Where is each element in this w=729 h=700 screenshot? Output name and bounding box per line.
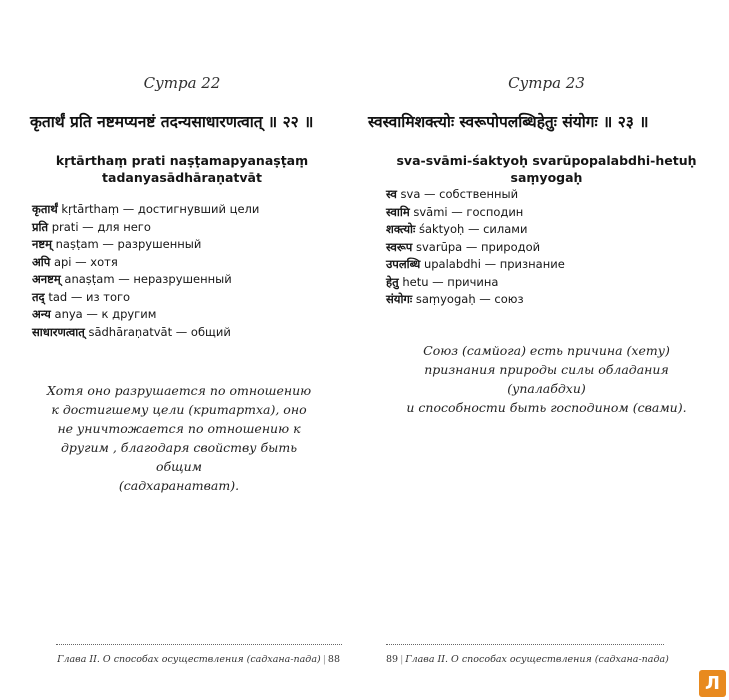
word-entry <box>32 306 259 324</box>
devanagari-word: अनष्टम् <box>32 272 61 286</box>
transliteration-line: kṛtārthaṃ prati naṣṭamapyanaṣṭaṃ <box>55 153 309 168</box>
word-entry <box>386 239 565 257</box>
page-number: 88 <box>327 654 340 665</box>
translation-line: Союз (самйога) есть причина (хету) <box>423 343 670 358</box>
sutra-title: Сутра 23 <box>508 74 585 92</box>
translation-line: не уничтожается по отношению к <box>57 421 301 436</box>
word-gloss: kṛtārthaṃ — достигнувший цели <box>61 202 260 216</box>
devanagari-word: शक्त्योः <box>386 222 416 236</box>
footer-divider <box>56 644 342 645</box>
word-entry <box>32 236 259 254</box>
devanagari-word: तद् <box>32 289 45 304</box>
word-gloss: prati — для него <box>51 219 151 234</box>
footer-divider <box>386 644 664 645</box>
running-footer <box>57 654 340 665</box>
word-gloss: sādhāraṇatvāt — общий <box>88 324 231 339</box>
word-gloss: hetu — причина <box>402 274 499 289</box>
devanagari-word: अपि <box>32 254 51 269</box>
word-entry <box>386 204 565 222</box>
transliteration <box>0 152 364 186</box>
devanagari-word: स्व <box>386 187 397 201</box>
translation-line: и способности быть господином (свами). <box>406 400 687 415</box>
running-footer <box>386 654 669 665</box>
transliteration-line: tadanyasādhāraṇatvāt <box>102 170 262 185</box>
word-gloss: svāmi — господин <box>413 204 524 219</box>
footer-separator: | <box>400 654 404 665</box>
sanskrit-verse: स्वस्वामिशक्त्योः स्वरूपोपलब्धिहेतुः संयोगः ॥ २३ ॥ <box>368 113 649 131</box>
devanagari-word: स्वरूप <box>386 239 413 254</box>
devanagari-word: स्वामि <box>386 204 410 219</box>
word-gloss: api — хотя <box>53 254 118 269</box>
word-entry <box>386 221 565 239</box>
word-gloss: saṃyogaḥ — союз <box>415 292 524 306</box>
word-gloss: śaktyoḥ — силами <box>418 222 528 236</box>
word-gloss: anya — к другим <box>54 307 157 321</box>
chapter-title: Глава II. О способах осуществления (садхана-пада) <box>405 654 669 665</box>
word-entry <box>32 219 259 237</box>
word-entry <box>386 186 565 204</box>
chapter-title: Глава II. О способах осуществления (садхана-пада) <box>57 654 321 665</box>
word-entry <box>32 324 259 342</box>
devanagari-word: अन्य <box>32 307 51 321</box>
word-by-word-list <box>386 186 565 309</box>
left-page <box>0 0 364 700</box>
devanagari-word: नष्टम् <box>32 237 52 251</box>
transliteration <box>364 152 729 186</box>
translation-text <box>0 381 364 495</box>
devanagari-word: साधारणत्वात् <box>32 324 85 339</box>
word-entry <box>32 271 259 289</box>
devanagari-word: प्रति <box>32 219 49 234</box>
word-entry <box>32 201 259 219</box>
litres-logo-icon: Л <box>699 670 726 697</box>
word-entry <box>386 291 565 309</box>
word-gloss: upalabdhi — признание <box>423 257 565 271</box>
translation-line: (садхаранатват). <box>118 478 240 493</box>
word-gloss: svarūpa — природой <box>416 239 541 254</box>
footer-separator: | <box>322 654 326 665</box>
word-gloss: tad — из того <box>48 289 131 304</box>
transliteration-line: sva-svāmi-śaktyoḥ svarūpopalabdhi-hetuḥ saṃyogaḥ <box>396 153 697 185</box>
word-entry <box>386 274 565 292</box>
devanagari-word: हेतु <box>386 274 399 289</box>
word-entry <box>32 254 259 272</box>
translation-line: Хотя оно разрушается по отношению <box>46 383 312 398</box>
translation-text <box>364 341 729 417</box>
word-gloss: sva — собственный <box>400 187 519 201</box>
page-number: 89 <box>386 654 399 665</box>
sutra-title: Сутра 22 <box>143 74 221 92</box>
sanskrit-verse: कृतार्थं प्रति नष्टमप्यनष्टं तदन्यसाधारणत्वात् ॥ २२ ॥ <box>30 113 314 131</box>
devanagari-word: उपलब्धि <box>386 257 421 271</box>
devanagari-word: कृतार्थं <box>32 202 58 216</box>
devanagari-word: संयोगः <box>386 292 413 306</box>
word-gloss: anaṣṭam — неразрушенный <box>64 272 232 286</box>
right-page <box>364 0 729 700</box>
word-entry <box>386 256 565 274</box>
word-gloss: naṣṭam — разрушенный <box>55 237 202 251</box>
word-entry <box>32 289 259 307</box>
translation-line: другим , благодаря свойству быть общим <box>60 440 297 474</box>
translation-line: признания природы силы обладания (упалабдхи) <box>424 362 669 396</box>
word-by-word-list <box>32 201 259 341</box>
translation-line: к достигшему цели (критартха), оно <box>51 402 307 417</box>
